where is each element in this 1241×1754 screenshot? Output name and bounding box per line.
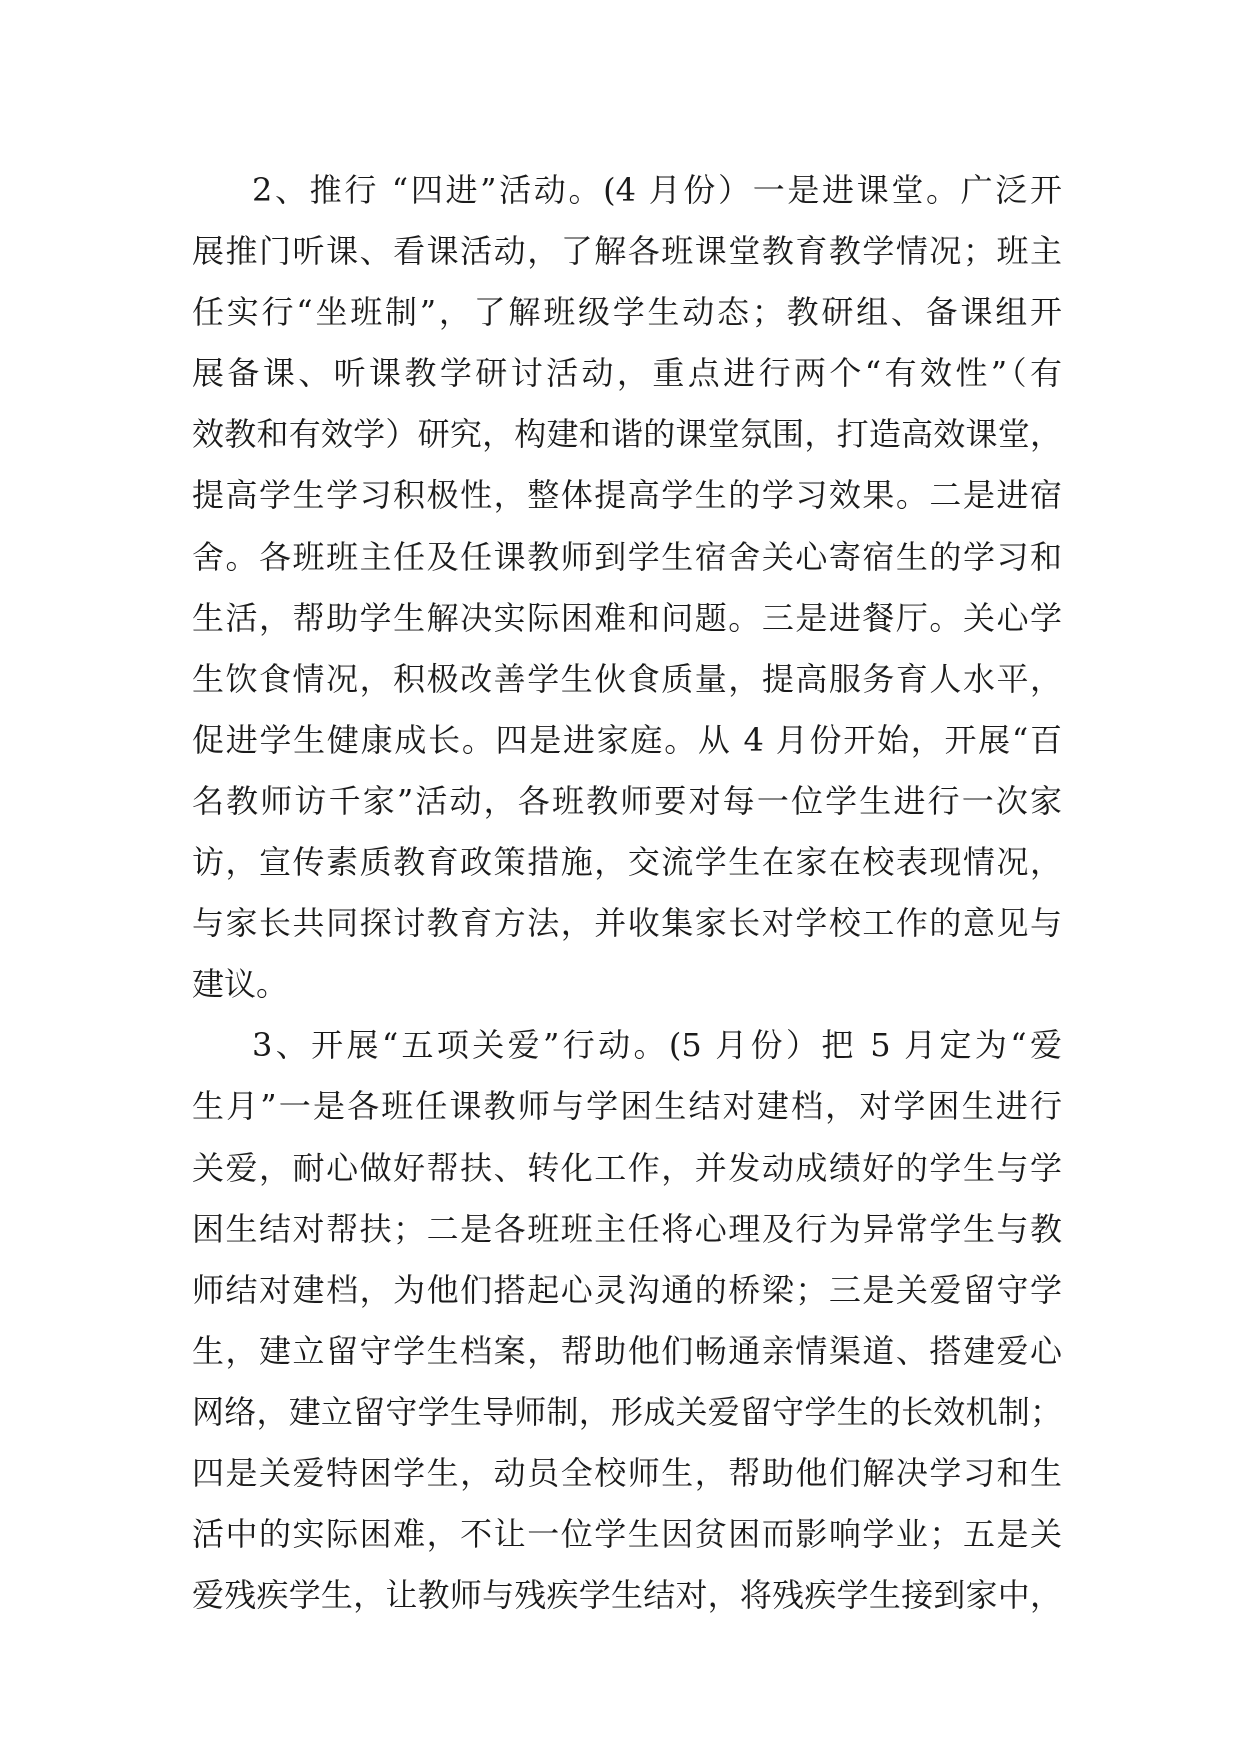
document-body: [192, 160, 1062, 1626]
paragraph-four-entries: [192, 160, 1062, 1015]
text-line: 网络，建立留守学生导师制，形成关爱留守学生的长效机制；: [192, 1392, 1062, 1431]
paragraph-five-cares: [192, 1015, 1062, 1626]
text-line: 与家长共同探讨教育方法，并收集家长对学校工作的意见与: [192, 904, 1062, 943]
text-line: 生，建立留守学生档案，帮助他们畅通亲情渠道、搭建爱心: [192, 1331, 1062, 1370]
text-line: 提高学生学习积极性，整体提高学生的学习效果。二是进宿: [192, 476, 1062, 515]
text-line: 名教师访千家”活动，各班教师要对每一位学生进行一次家: [192, 781, 1062, 820]
text-line: 四是关爱特困学生，动员全校师生，帮助他们解决学习和生: [192, 1453, 1062, 1492]
text-line: 生月”一是各班任课教师与学困生结对建档，对学困生进行: [192, 1087, 1062, 1126]
text-line: 困生结对帮扶；二是各班班主任将心理及行为异常学生与教: [192, 1209, 1062, 1248]
text-line: 效教和有效学）研究，构建和谐的课堂氛围，打造高效课堂，: [192, 415, 1062, 454]
text-line: 爱残疾学生，让教师与残疾学生结对，将残疾学生接到家中，: [192, 1576, 1062, 1615]
text-line: 活中的实际困难，不让一位学生因贫困而影响学业；五是关: [192, 1515, 1062, 1554]
text-line: 2、推行 “四进”活动。(4 月份）一是进课堂。广泛开: [252, 171, 1062, 209]
text-line: 3、开展“五项关爱”行动。(5 月份）把 5 月定为“爱: [252, 1026, 1062, 1065]
text-line: 生活，帮助学生解决实际困难和问题。三是进餐厅。关心学: [192, 598, 1062, 637]
text-line: 建议。: [192, 965, 289, 1004]
text-line: 展备课、听课教学研讨活动，重点进行两个“有效性”（有: [192, 354, 1062, 393]
text-line: 访，宣传素质教育政策措施，交流学生在家在校表现情况，: [192, 843, 1062, 882]
text-line: 展推门听课、看课活动，了解各班课堂教育教学情况；班主: [192, 232, 1062, 271]
text-line: 促进学生健康成长。四是进家庭。从 4 月份开始，开展“百: [192, 720, 1062, 759]
text-line: 关爱，耐心做好帮扶、转化工作，并发动成绩好的学生与学: [192, 1148, 1062, 1187]
text-line: 师结对建档，为他们搭起心灵沟通的桥梁；三是关爱留守学: [192, 1270, 1062, 1309]
text-line: 生饮食情况，积极改善学生伙食质量，提高服务育人水平，: [192, 659, 1062, 698]
text-line: 任实行“坐班制”，了解班级学生动态；教研组、备课组开: [192, 293, 1062, 332]
text-line: 舍。各班班主任及任课教师到学生宿舍关心寄宿生的学习和: [192, 537, 1062, 576]
